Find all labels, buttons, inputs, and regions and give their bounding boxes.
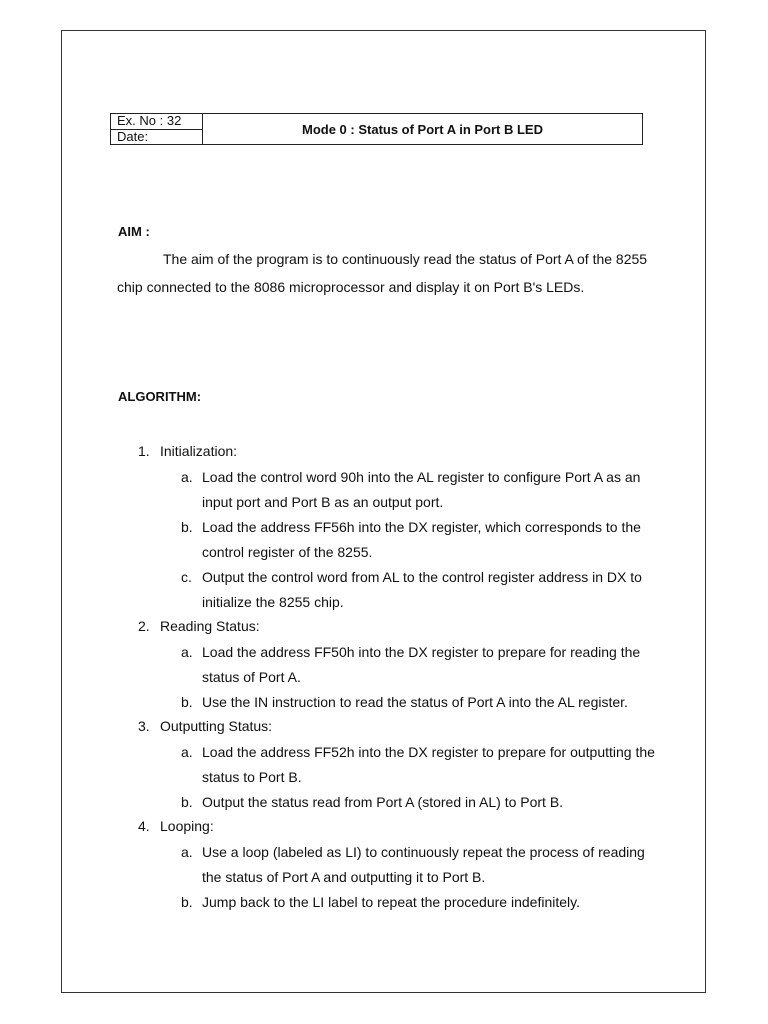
document-title: Mode 0 : Status of Port A in Port B LED <box>302 121 543 137</box>
sub-step <box>181 640 662 690</box>
sub-step-letter: b. <box>181 794 193 810</box>
step-label: Initialization: <box>160 443 238 459</box>
sub-step-text: Output the control word from AL to the control register address in DX to initialize the 8255 chip. <box>202 569 642 610</box>
sub-step <box>181 790 662 815</box>
sub-step-text: Output the status read from Port A (stored in AL) to Port B. <box>202 794 564 810</box>
sub-step-text: Use a loop (labeled as LI) to continuously repeat the process of reading the status of Port A and outputting it to Port B. <box>202 844 645 885</box>
header-table <box>110 113 643 145</box>
step-heading <box>0 615 768 640</box>
step-number: 2. <box>138 618 150 634</box>
algorithm-step <box>0 615 768 715</box>
algorithm-steps <box>0 440 768 915</box>
sub-step-letter: a. <box>181 469 193 485</box>
sub-step-letter: a. <box>181 644 193 660</box>
sub-step-letter: c. <box>181 569 192 585</box>
sub-step-text: Load the address FF50h into the DX register to prepare for reading the status of Port A. <box>202 644 641 685</box>
sub-step <box>181 690 662 715</box>
sub-step <box>181 840 662 890</box>
header-meta <box>111 114 203 144</box>
step-number: 1. <box>138 443 150 459</box>
sub-step <box>181 890 662 915</box>
algorithm-step <box>0 440 768 615</box>
step-heading <box>0 440 768 465</box>
sub-step <box>181 465 662 515</box>
step-label: Looping: <box>160 818 214 834</box>
step-label: Outputting Status: <box>160 718 273 734</box>
algorithm-heading: ALGORITHM: <box>118 389 202 404</box>
sub-step-letter: a. <box>181 744 193 760</box>
aim-heading: AIM : <box>118 224 150 239</box>
sub-step-text: Load the control word 90h into the AL register to configure Port A as an input port and Port B as an output port. <box>202 469 641 510</box>
sub-step-letter: b. <box>181 894 193 910</box>
sub-step-text: Load the address FF56h into the DX register, which corresponds to the control register of the 8255. <box>202 519 641 560</box>
sub-step <box>181 565 662 615</box>
step-number: 4. <box>138 818 150 834</box>
step-heading <box>0 715 768 740</box>
sub-step-letter: a. <box>181 844 193 860</box>
sub-step-letter: b. <box>181 694 193 710</box>
sub-step-text: Use the IN instruction to read the status of Port A into the AL register. <box>202 694 628 710</box>
step-number: 3. <box>138 718 150 734</box>
aim-paragraph: The aim of the program is to continuously read the status of Port A of the 8255 chip connected to the 8086 microprocessor and display it on Port B's LEDs. <box>117 251 648 295</box>
sub-step-text: Jump back to the LI label to repeat the procedure indefinitely. <box>202 894 580 910</box>
algorithm-step <box>0 715 768 815</box>
date-field: Date: <box>117 128 149 144</box>
step-label: Reading Status: <box>160 618 260 634</box>
exercise-number: Ex. No : 32 <box>111 114 202 130</box>
sub-step-text: Load the address FF52h into the DX register to prepare for outputting the status to Port B. <box>202 744 655 785</box>
sub-step <box>181 515 662 565</box>
algorithm-step <box>0 815 768 915</box>
step-heading <box>0 815 768 840</box>
sub-step <box>181 740 662 790</box>
sub-step-letter: b. <box>181 519 193 535</box>
